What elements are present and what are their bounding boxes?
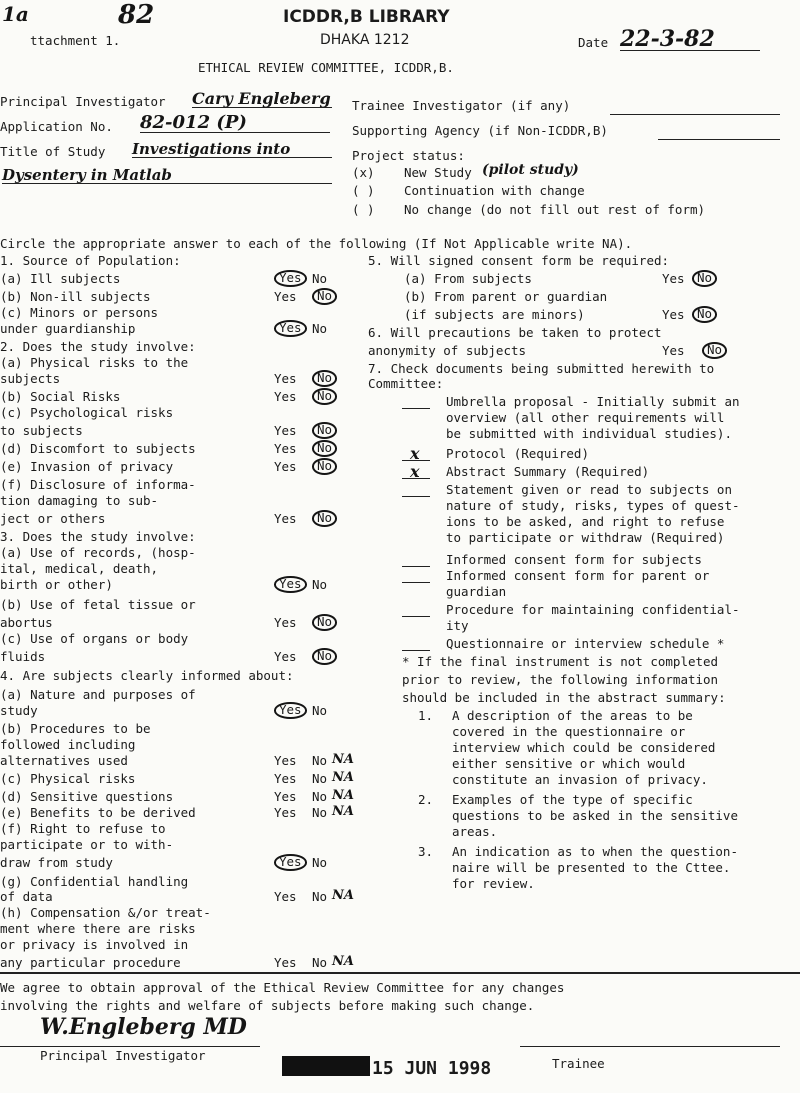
question-q4: 4. Are subjects clearly informed about:	[0, 668, 294, 683]
question-q4a2: study	[0, 703, 38, 718]
item-n2-line-0: Examples of the type of specific	[452, 792, 693, 807]
doc-d6-line-0: Informed consent form for parent or	[446, 568, 710, 583]
answer-no-q2a2: No	[312, 370, 337, 387]
item-n3-line-2: for review.	[452, 876, 535, 891]
answer-no-q1b: No	[312, 288, 337, 305]
trainee-label: Trainee Investigator (if any)	[352, 98, 571, 113]
question-q1b: (b) Non-ill subjects	[0, 289, 151, 304]
answer-yes-q1a: Yes	[274, 270, 307, 287]
item-n1-line-0: A description of the areas to be	[452, 708, 693, 723]
corner-mark: 1a	[2, 2, 29, 26]
answer-yes-q1c2: Yes	[274, 320, 307, 337]
question-q4h1: (h) Compensation &/or treat-	[0, 905, 211, 920]
doc-d1-line-1: overview (all other requirements will	[446, 410, 725, 425]
question-q2f1: (f) Disclosure of informa-	[0, 477, 196, 492]
date-value: 22-3-82	[620, 28, 760, 51]
answer-no-q4b3: No	[312, 753, 328, 768]
pi-value: Cary Engleberg	[192, 89, 331, 108]
status-new: New Study	[404, 165, 472, 180]
answer-yes-q4c: Yes	[274, 771, 297, 786]
answer-no-q4h4: No	[312, 955, 328, 970]
question-q4h2: ment where there are risks	[0, 921, 196, 936]
question-q2b: (b) Social Risks	[0, 389, 121, 404]
question-q4c: (c) Physical risks	[0, 771, 136, 786]
answer-no-q3a3: No	[312, 577, 328, 592]
q7-label-2: Committee:	[368, 376, 444, 391]
question-q2a1: (a) Physical risks to the	[0, 355, 189, 370]
question-q4g2: of data	[0, 889, 53, 904]
agency-label: Supporting Agency (if Non-ICDDR,B)	[352, 123, 608, 138]
q5-label: 5. Will signed consent form be required:	[368, 253, 670, 268]
question-q4b1: (b) Procedures to be	[0, 721, 151, 736]
answer-yes-q4h4: Yes	[274, 955, 297, 970]
q5a-text: (a) From subjects	[404, 271, 532, 286]
check-mark-d3: x	[410, 462, 420, 481]
question-q2f3: ject or others	[0, 511, 106, 526]
doc-d7-line-1: ity	[446, 618, 469, 633]
pi-caption: Principal Investigator	[40, 1048, 206, 1063]
doc-d5-line-0: Informed consent form for subjects	[446, 552, 702, 567]
answer-no-q4e: No	[312, 805, 328, 820]
question-q4f1: (f) Right to refuse to	[0, 821, 166, 836]
answer-no-q1c2: No	[312, 321, 328, 336]
item-num-n2: 2.	[418, 792, 434, 807]
status-new-mark: (x)	[352, 165, 375, 180]
question-q4g1: (g) Confidential handling	[0, 874, 189, 889]
answer-no-q1a: No	[312, 271, 328, 286]
q7-label-1: 7. Check documents being submitted herewith to	[368, 361, 715, 376]
answer-yes-q2f3: Yes	[274, 511, 297, 526]
q5b-text: (b) From parent or guardian	[404, 289, 608, 304]
instruction-text: Circle the appropriate answer to each of the following (If Not Applicable write NA).	[0, 236, 633, 251]
answer-yes-q4a2: Yes	[274, 702, 307, 719]
question-q3: 3. Does the study involve:	[0, 529, 196, 544]
question-q3a2: ital, medical, death,	[0, 561, 159, 576]
answer-yes-q2c2: Yes	[274, 423, 297, 438]
q5b-no: No	[692, 306, 717, 323]
question-q1c2: under guardianship	[0, 321, 136, 336]
answer-no-q2b: No	[312, 388, 337, 405]
status-label: Project status:	[352, 148, 465, 163]
question-q3c2: fluids	[0, 649, 46, 664]
note-line-3: should be included in the abstract summary:	[402, 690, 726, 705]
answer-no-q4f3: No	[312, 855, 328, 870]
item-n3-line-0: An indication as to when the question-	[452, 844, 738, 859]
doc-d7-line-0: Procedure for maintaining confidential-	[446, 602, 740, 617]
title-label: Title of Study	[0, 144, 106, 159]
item-num-n3: 3.	[418, 844, 434, 859]
pi-label: Principal Investigator	[0, 94, 166, 109]
question-q3b1: (b) Use of fetal tissue or	[0, 597, 196, 612]
answer-yes-q3c2: Yes	[274, 649, 297, 664]
page-mark: 82	[118, 0, 155, 30]
library-title: ICDDR,B LIBRARY	[283, 7, 450, 27]
q5b-text2: (if subjects are minors)	[404, 307, 585, 322]
status-cont-mark: ( )	[352, 183, 375, 198]
check-blank-d5	[402, 566, 430, 567]
note-line-2: prior to review, the following information	[402, 672, 719, 687]
answer-no-q4d: No	[312, 789, 328, 804]
question-q4f3: draw from study	[0, 855, 113, 870]
question-q4f2: participate or to with-	[0, 837, 174, 852]
doc-d4-line-1: nature of study, risks, types of quest-	[446, 498, 740, 513]
title-value-2: Dysentery in Matlab	[2, 168, 332, 184]
q6-label-1: 6. Will precautions be taken to protect	[368, 325, 662, 340]
answer-yes-q4g2: Yes	[274, 889, 297, 904]
answer-yes-q4f3: Yes	[274, 854, 307, 871]
item-n2-line-1: questions to be asked in the sensitive	[452, 808, 738, 823]
status-no-mark: ( )	[352, 202, 375, 217]
item-n1-line-3: either sensitive or which would	[452, 756, 686, 771]
doc-d8-line-0: Questionnaire or interview schedule *	[446, 636, 725, 651]
answer-no-q3b2: No	[312, 614, 337, 631]
question-q3a3: birth or other)	[0, 577, 113, 592]
answer-no-q4g2: No	[312, 889, 328, 904]
check-mark-d2: x	[410, 444, 420, 463]
answer-yes-q4e: Yes	[274, 805, 297, 820]
redaction-bar	[282, 1056, 370, 1076]
item-n1-line-4: constitute an invasion of privacy.	[452, 772, 708, 787]
doc-d4-line-0: Statement given or read to subjects on	[446, 482, 732, 497]
answer-na-q4b3: NA	[332, 752, 354, 767]
status-cont: Continuation with change	[404, 183, 585, 198]
doc-d2-line-0: Protocol (Required)	[446, 446, 589, 461]
question-q1: 1. Source of Population:	[0, 253, 181, 268]
answer-yes-q4d: Yes	[274, 789, 297, 804]
q5a-yes: Yes	[662, 271, 685, 286]
committee-title: ETHICAL REVIEW COMMITTEE, ICDDR,B.	[198, 60, 454, 75]
answer-no-q2e: No	[312, 458, 337, 475]
date-label: Date	[578, 35, 609, 50]
trainee-caption: Trainee	[552, 1056, 605, 1071]
answer-yes-q2e: Yes	[274, 459, 297, 474]
question-q4b3: alternatives used	[0, 753, 128, 768]
answer-yes-q2b: Yes	[274, 389, 297, 404]
question-q2e: (e) Invasion of privacy	[0, 459, 174, 474]
agreement-line-2: involving the rights and welfare of subjects before making such change.	[0, 998, 535, 1013]
question-q4a1: (a) Nature and purposes of	[0, 687, 196, 702]
answer-no-q4c: No	[312, 771, 328, 786]
q6-no: No	[702, 342, 727, 359]
question-q2f2: tion damaging to sub-	[0, 493, 159, 508]
check-blank-d6	[402, 582, 430, 583]
q5b-yes: Yes	[662, 307, 685, 322]
question-q1a: (a) Ill subjects	[0, 271, 121, 286]
check-blank-d8	[402, 650, 430, 651]
question-q4e: (e) Benefits to be derived	[0, 805, 196, 820]
answer-na-q4g2: NA	[332, 888, 354, 903]
app-value: 82-012 (P)	[140, 114, 330, 133]
question-q2c1: (c) Psychological risks	[0, 405, 174, 420]
app-label: Application No.	[0, 119, 113, 134]
question-q2a2: subjects	[0, 371, 61, 386]
doc-d1-line-2: be submitted with individual studies).	[446, 426, 732, 441]
answer-yes-q2d: Yes	[274, 441, 297, 456]
item-num-n1: 1.	[418, 708, 434, 723]
question-q4h3: or privacy is involved in	[0, 937, 189, 952]
answer-no-q2f3: No	[312, 510, 337, 527]
doc-d1-line-0: Umbrella proposal - Initially submit an	[446, 394, 740, 409]
check-blank-d4	[402, 496, 430, 497]
check-blank-d7	[402, 616, 430, 617]
question-q2d: (d) Discomfort to subjects	[0, 441, 196, 456]
question-q2c2: to subjects	[0, 423, 83, 438]
answer-yes-q3a3: Yes	[274, 576, 307, 593]
answer-no-q3c2: No	[312, 648, 337, 665]
answer-no-q2c2: No	[312, 422, 337, 439]
q6-label-2: anonymity of subjects	[368, 343, 527, 358]
item-n1-line-2: interview which could be considered	[452, 740, 716, 755]
answer-yes-q3b2: Yes	[274, 615, 297, 630]
answer-na-q4c: NA	[332, 770, 354, 785]
note-line-1: * If the final instrument is not completed	[402, 654, 719, 669]
check-blank-d1	[402, 408, 430, 409]
pi-signature: W.Engleberg MD	[40, 1014, 247, 1040]
doc-d3-line-0: Abstract Summary (Required)	[446, 464, 650, 479]
answer-no-q4a2: No	[312, 703, 328, 718]
agreement-line-1: We agree to obtain approval of the Ethical Review Committee for any changes	[0, 980, 565, 995]
status-no: No change (do not fill out rest of form)	[404, 202, 706, 217]
q6-yes: Yes	[662, 343, 685, 358]
answer-no-q2d: No	[312, 440, 337, 457]
question-q1c1: (c) Minors or persons	[0, 305, 159, 320]
answer-na-q4h4: NA	[332, 954, 354, 969]
item-n3-line-1: naire will be presented to the Cttee.	[452, 860, 731, 875]
question-q3b2: abortus	[0, 615, 53, 630]
q5a-no: No	[692, 270, 717, 287]
question-q4d: (d) Sensitive questions	[0, 789, 174, 804]
answer-na-q4d: NA	[332, 788, 354, 803]
doc-d4-line-3: to participate or withdraw (Required)	[446, 530, 725, 545]
item-n2-line-2: areas.	[452, 824, 498, 839]
question-q3a1: (a) Use of records, (hosp-	[0, 545, 196, 560]
answer-yes-q1b: Yes	[274, 289, 297, 304]
question-q3c1: (c) Use of organs or body	[0, 631, 189, 646]
question-q4b2: followed including	[0, 737, 136, 752]
doc-d6-line-1: guardian	[446, 584, 507, 599]
answer-na-q4e: NA	[332, 804, 354, 819]
doc-d4-line-2: ions to be asked, and right to refuse	[446, 514, 725, 529]
stamp-date: 15 JUN 1998	[372, 1058, 492, 1079]
item-n1-line-1: covered in the questionnaire or	[452, 724, 686, 739]
answer-yes-q2a2: Yes	[274, 371, 297, 386]
attachment-label: ttachment 1.	[30, 33, 121, 48]
title-value-1: Investigations into	[132, 142, 332, 158]
question-q4h4: any particular procedure	[0, 955, 181, 970]
question-q2: 2. Does the study involve:	[0, 339, 196, 354]
library-city: DHAKA 1212	[320, 32, 410, 48]
answer-yes-q4b3: Yes	[274, 753, 297, 768]
status-new-note: (pilot study)	[482, 162, 579, 178]
